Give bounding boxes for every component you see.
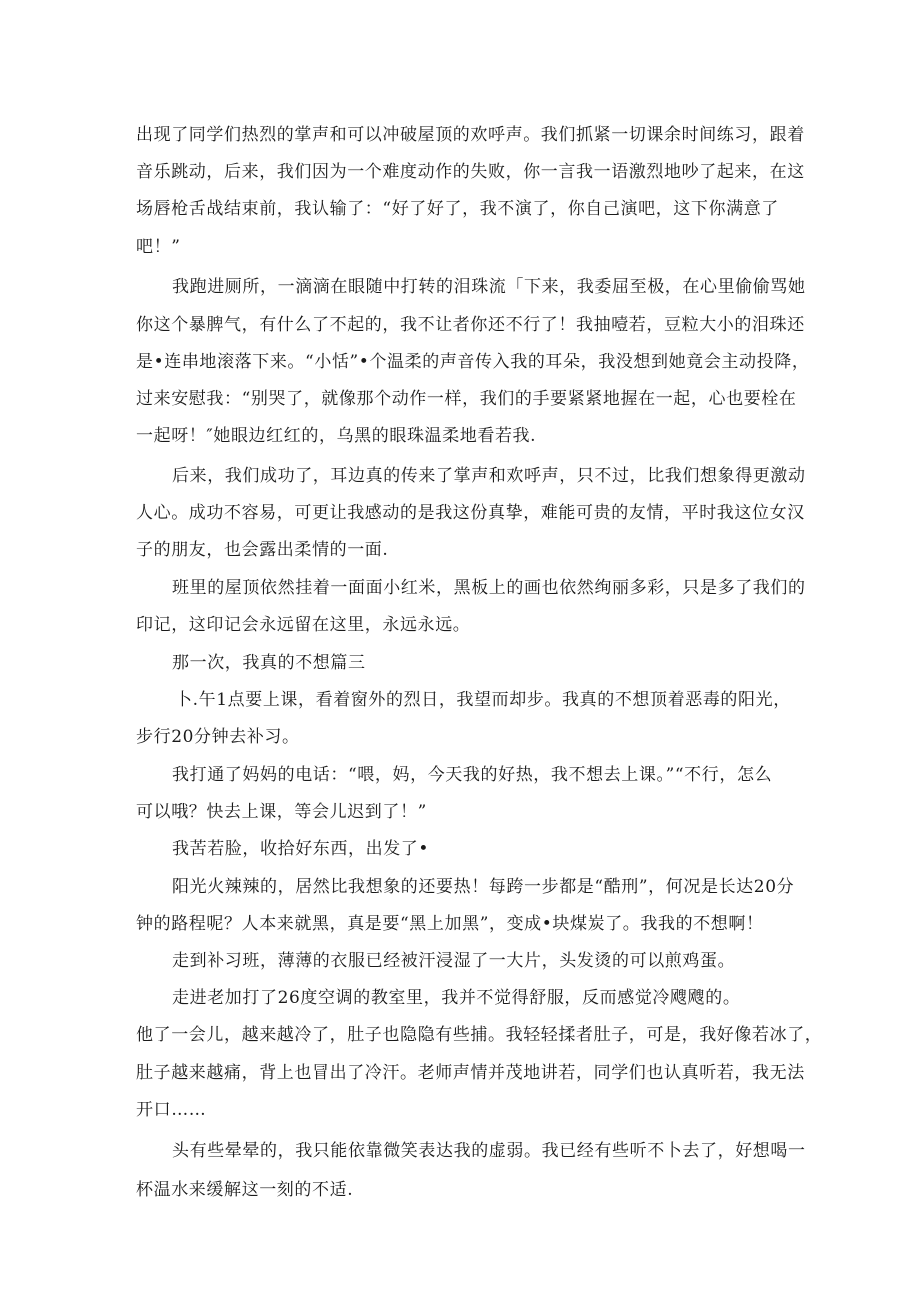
text-line: 走到补习班，薄薄的衣服已经被汗浸湿了一大片，头发烫的可以煎鸡蛋。 (172, 951, 736, 971)
text-line: 杯温水来缓解这一刻的不适. (136, 1180, 354, 1200)
text-line: 后来，我们成功了，耳边真的传来了掌声和欢呼声，只不过，比我们想象得更激动 (172, 466, 806, 486)
text-line: 吧！” (136, 237, 181, 257)
text-line: 出现了同学们热烈的掌声和可以冲破屋顶的欢呼声。我们抓紧一切课余时间练习，跟着 (136, 125, 805, 145)
text-line: 肚子越来越痛，背上也冒出了冷汗。老师声情并茂地讲若，同学们也认真听若，我无法 (136, 1063, 805, 1083)
text-line: 我苦若脸，收拾好东西，出发了• (172, 839, 430, 859)
text-line: 他了一会儿，越来越冷了，肚子也隐隐有些捕。我轻轻揉者肚子，可是，我好像若冰了， (136, 1025, 823, 1045)
text-line: 过来安慰我：“别哭了，就像那个动作一样，我们的手要紧紧地握在一起，心也要栓在 (136, 389, 797, 409)
text-line: 我跑进厕所，一滴滴在眼随中打转的泪珠流「下来，我委屈至极，在心里偷偷骂她 (172, 277, 806, 297)
text-line: 场唇枪舌战结束前，我认输了：“好了好了，我不演了，你自己演吧，这下你满意了 (136, 199, 779, 219)
text-line: 钟的路程呢？人本来就黑，真是要“黑上加黑”，变成•块煤炭了。我我的不想啊！ (136, 914, 764, 934)
text-line: 我打通了妈妈的电话：“喂，妈，今天我的好热，我不想去上课。”“不行，怎么 (172, 765, 773, 785)
text-line: 卜.午1点要上课，看着窗外的烈日，我望而却步。我真的不想顶着恶毒的阳光， (175, 690, 791, 710)
text-line: 子的朋友，也会露出柔情的一面. (136, 540, 389, 560)
text-line: 人心。成功不容易，可更让我感动的是我这份真挚，难能可贵的友情，平时我这位女汉 (136, 503, 805, 523)
text-line: 步行20分钟去补习。 (136, 727, 300, 747)
text-line: 走进老加打了26度空调的教室里，我并不觉得舒服，反而感觉冷飕飕的。 (172, 988, 741, 1008)
text-line: 可以哦？快去上课，等会儿迟到了！” (136, 802, 427, 822)
text-line: 开口…… (136, 1100, 207, 1120)
text-line: 印记，这印记会永远留在这里，永远永远。 (136, 615, 471, 635)
text-line: 头有些晕晕的，我只能依靠微笑表达我的虚弱。我已经有些听不卜去了，好想喝一 (172, 1141, 806, 1161)
section-title: 那一次，我真的不想篇三 (172, 653, 366, 673)
text-line: 你这个暴脾气，有什么了不起的，我不让者你还不行了！我抽噎若，豆粒大小的泪珠还 (136, 315, 805, 335)
text-line: 是•连串地滚落下来。“小恬”•个温柔的声音传入我的耳朵，我没想到她竟会主动投降， (136, 352, 810, 372)
text-line: 班里的屋顶依然挂着一面面小红米，黑板上的画也依然绚丽多彩，只是多了我们的 (172, 578, 806, 598)
text-line: 阳光火辣辣的，居然比我想象的还要热！每跨一步都是“酷刑”，何况是长达20分 (172, 877, 795, 897)
text-line: 一起呀！″她眼边红红的，乌黑的眼珠温柔地看若我. (136, 426, 537, 446)
text-line: 音乐跳动，后来，我们因为一个难度动作的失败，你一言我一语激烈地吵了起来，在这 (136, 162, 805, 182)
